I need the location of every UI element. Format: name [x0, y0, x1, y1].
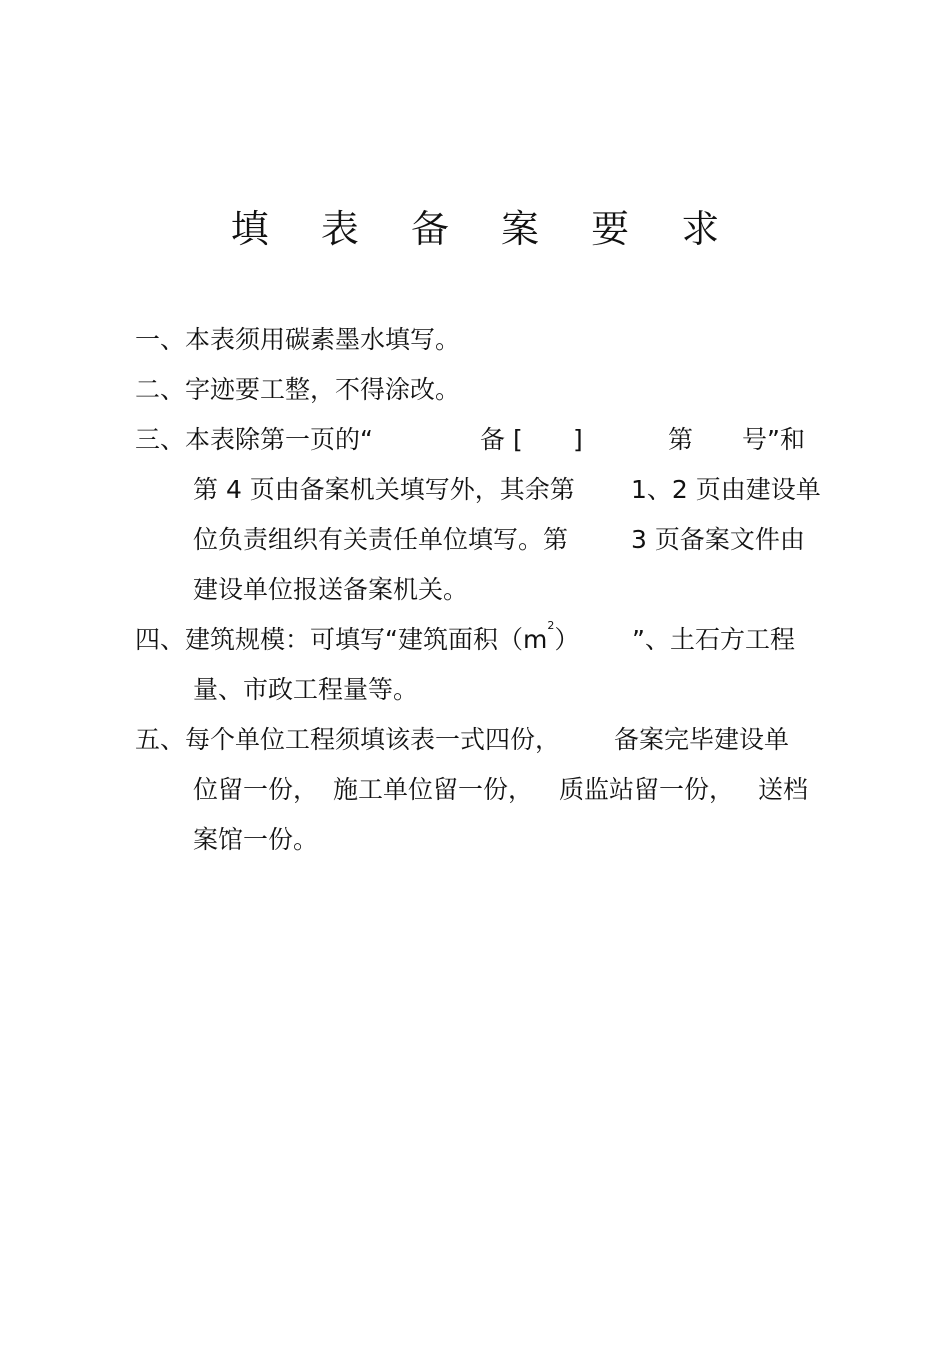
item-3-text-i: 3 页备案文件由 — [631, 525, 805, 554]
item-3-text-f: 第 4 页由备案机关填写外，其余第 — [193, 475, 575, 504]
item-4-text-c: 量、市政工程量等。 — [193, 675, 419, 704]
item-3-line-2 — [0, 470, 821, 510]
item-3-line-4 — [0, 570, 469, 610]
item-1-line-1 — [0, 320, 461, 360]
superscript-2: 2 — [547, 619, 555, 632]
item-3-line-3 — [0, 520, 805, 560]
item-2-line-1 — [0, 370, 461, 410]
item-5-text-c: 位留一份， — [193, 775, 319, 804]
item-1-text: 一、本表须用碳素墨水填写。 — [135, 325, 461, 354]
item-3-text-e: 号”和 — [742, 425, 805, 454]
item-3-line-1 — [0, 420, 805, 460]
item-5-text-g: 案馆一份。 — [193, 825, 319, 854]
item-5-line-2 — [0, 770, 809, 810]
item-3-text-d: 第 — [668, 425, 694, 454]
item-4-text-main: 四、建筑规模：可填写“建筑面积（m — [135, 625, 548, 654]
item-5-text-f: 送档 — [758, 775, 809, 804]
item-3-text-j: 建设单位报送备案机关。 — [193, 575, 469, 604]
item-5-text-a: 五、每个单位工程须填该表一式四份， — [135, 725, 561, 754]
item-3-text-a: 三、本表除第一页的“ — [135, 425, 373, 454]
item-4-line-2 — [0, 670, 419, 710]
page-title: 填 表 备 案 要 求 — [230, 207, 740, 251]
item-3-text-h: 位负责组织有关责任单位填写。第 — [193, 525, 569, 554]
item-3-text-b: 备 [ — [480, 425, 523, 454]
item-5-line-3 — [0, 820, 319, 860]
item-4-text-b: ”、土石方工程 — [632, 625, 795, 654]
item-5-text-d: 施工单位留一份， — [333, 775, 534, 804]
item-2-text: 二、字迹要工整，不得涂改。 — [135, 375, 461, 404]
item-4-text-paren: ） — [554, 625, 580, 654]
item-5-text-b: 备案完毕建设单 — [614, 725, 790, 754]
item-5-line-1 — [0, 720, 790, 760]
item-4-line-1 — [0, 619, 795, 660]
item-5-text-e: 质监站留一份， — [559, 775, 735, 804]
item-4-text-a — [135, 620, 579, 660]
item-3-text-c: ] — [573, 425, 583, 454]
item-3-text-g: 1、2 页由建设单 — [631, 475, 821, 504]
